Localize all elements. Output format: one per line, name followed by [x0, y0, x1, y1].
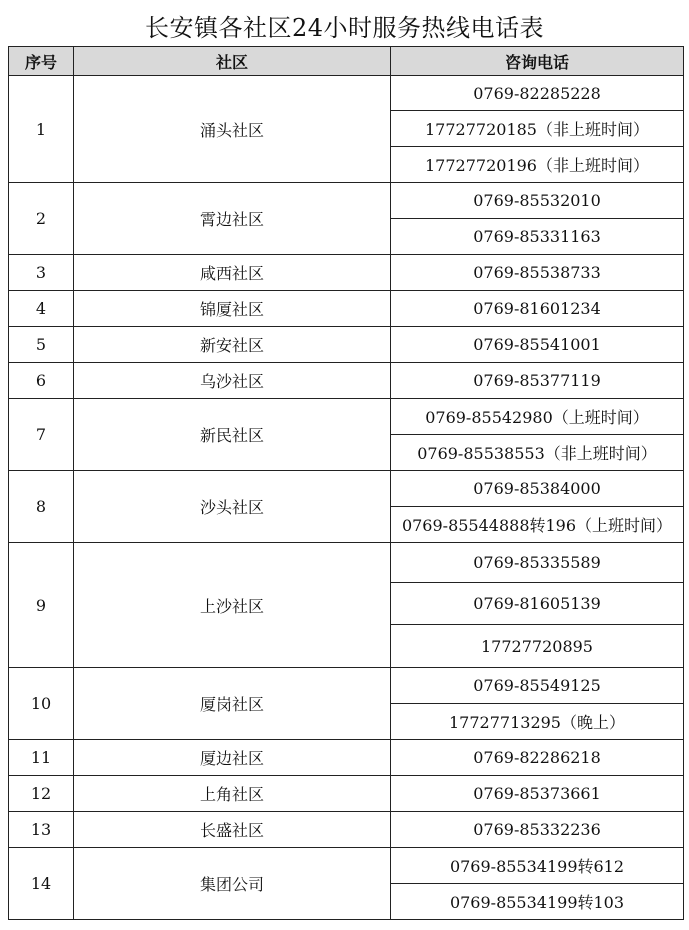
- phone-number: 0769-85538733: [391, 255, 684, 291]
- phone-number: 0769-85534199转612: [391, 848, 684, 884]
- row-number: 1: [9, 76, 74, 183]
- table-row: [9, 740, 684, 776]
- header-no: 序号: [9, 47, 74, 76]
- community-name: 厦岗社区: [74, 668, 391, 740]
- community-name: 霄边社区: [74, 183, 391, 255]
- phone-number: 0769-85534199转103: [391, 884, 684, 920]
- table-row: [9, 399, 684, 435]
- phone-number: 0769-85538553（非上班时间）: [391, 435, 684, 471]
- community-name: 上角社区: [74, 776, 391, 812]
- phone-number: 17727720196（非上班时间）: [391, 147, 684, 183]
- hotline-table: [8, 46, 684, 920]
- community-name: 厦边社区: [74, 740, 391, 776]
- row-number: 4: [9, 291, 74, 327]
- phone-number: 0769-81605139: [391, 583, 684, 625]
- table-row: [9, 812, 684, 848]
- table-row: [9, 255, 684, 291]
- community-name: 集团公司: [74, 848, 391, 920]
- phone-number: 0769-85384000: [391, 471, 684, 507]
- row-number: 10: [9, 668, 74, 740]
- community-name: 咸西社区: [74, 255, 391, 291]
- phone-number: 0769-85541001: [391, 327, 684, 363]
- phone-number: 0769-85331163: [391, 219, 684, 255]
- table-row: [9, 848, 684, 884]
- page-title: 长安镇各社区24小时服务热线电话表: [144, 14, 545, 42]
- phone-number: 0769-85542980（上班时间）: [391, 399, 684, 435]
- row-number: 11: [9, 740, 74, 776]
- row-number: 14: [9, 848, 74, 920]
- community-name: 上沙社区: [74, 543, 391, 668]
- phone-number: 17727713295（晚上）: [391, 704, 684, 740]
- row-number: 7: [9, 399, 74, 471]
- table-row: [9, 776, 684, 812]
- table-body: [9, 76, 684, 920]
- table-row: [9, 543, 684, 583]
- community-name: 长盛社区: [74, 812, 391, 848]
- row-number: 3: [9, 255, 74, 291]
- community-name: 涌头社区: [74, 76, 391, 183]
- phone-number: 0769-85377119: [391, 363, 684, 399]
- phone-number: 0769-85335589: [391, 543, 684, 583]
- row-number: 9: [9, 543, 74, 668]
- row-number: 6: [9, 363, 74, 399]
- row-number: 8: [9, 471, 74, 543]
- community-name: 新安社区: [74, 327, 391, 363]
- row-number: 2: [9, 183, 74, 255]
- header-phone: 咨询电话: [391, 47, 684, 76]
- phone-number: 0769-85532010: [391, 183, 684, 219]
- phone-number: 0769-85544888转196（上班时间）: [391, 507, 684, 543]
- header-community: 社区: [74, 47, 391, 76]
- table-row: [9, 471, 684, 507]
- table-row: [9, 183, 684, 219]
- phone-number: 17727720895: [391, 625, 684, 668]
- table-header-row: [9, 47, 684, 76]
- row-number: 5: [9, 327, 74, 363]
- community-name: 乌沙社区: [74, 363, 391, 399]
- phone-number: 0769-82285228: [391, 76, 684, 111]
- phone-number: 0769-82286218: [391, 740, 684, 776]
- community-name: 沙头社区: [74, 471, 391, 543]
- community-name: 锦厦社区: [74, 291, 391, 327]
- phone-number: 0769-85332236: [391, 812, 684, 848]
- phone-number: 0769-81601234: [391, 291, 684, 327]
- table-row: [9, 327, 684, 363]
- table-row: [9, 76, 684, 111]
- phone-number: 0769-85373661: [391, 776, 684, 812]
- table-row: [9, 363, 684, 399]
- row-number: 13: [9, 812, 74, 848]
- community-name: 新民社区: [74, 399, 391, 471]
- phone-number: 17727720185（非上班时间）: [391, 111, 684, 147]
- phone-number: 0769-85549125: [391, 668, 684, 704]
- table-row: [9, 291, 684, 327]
- row-number: 12: [9, 776, 74, 812]
- table-row: [9, 668, 684, 704]
